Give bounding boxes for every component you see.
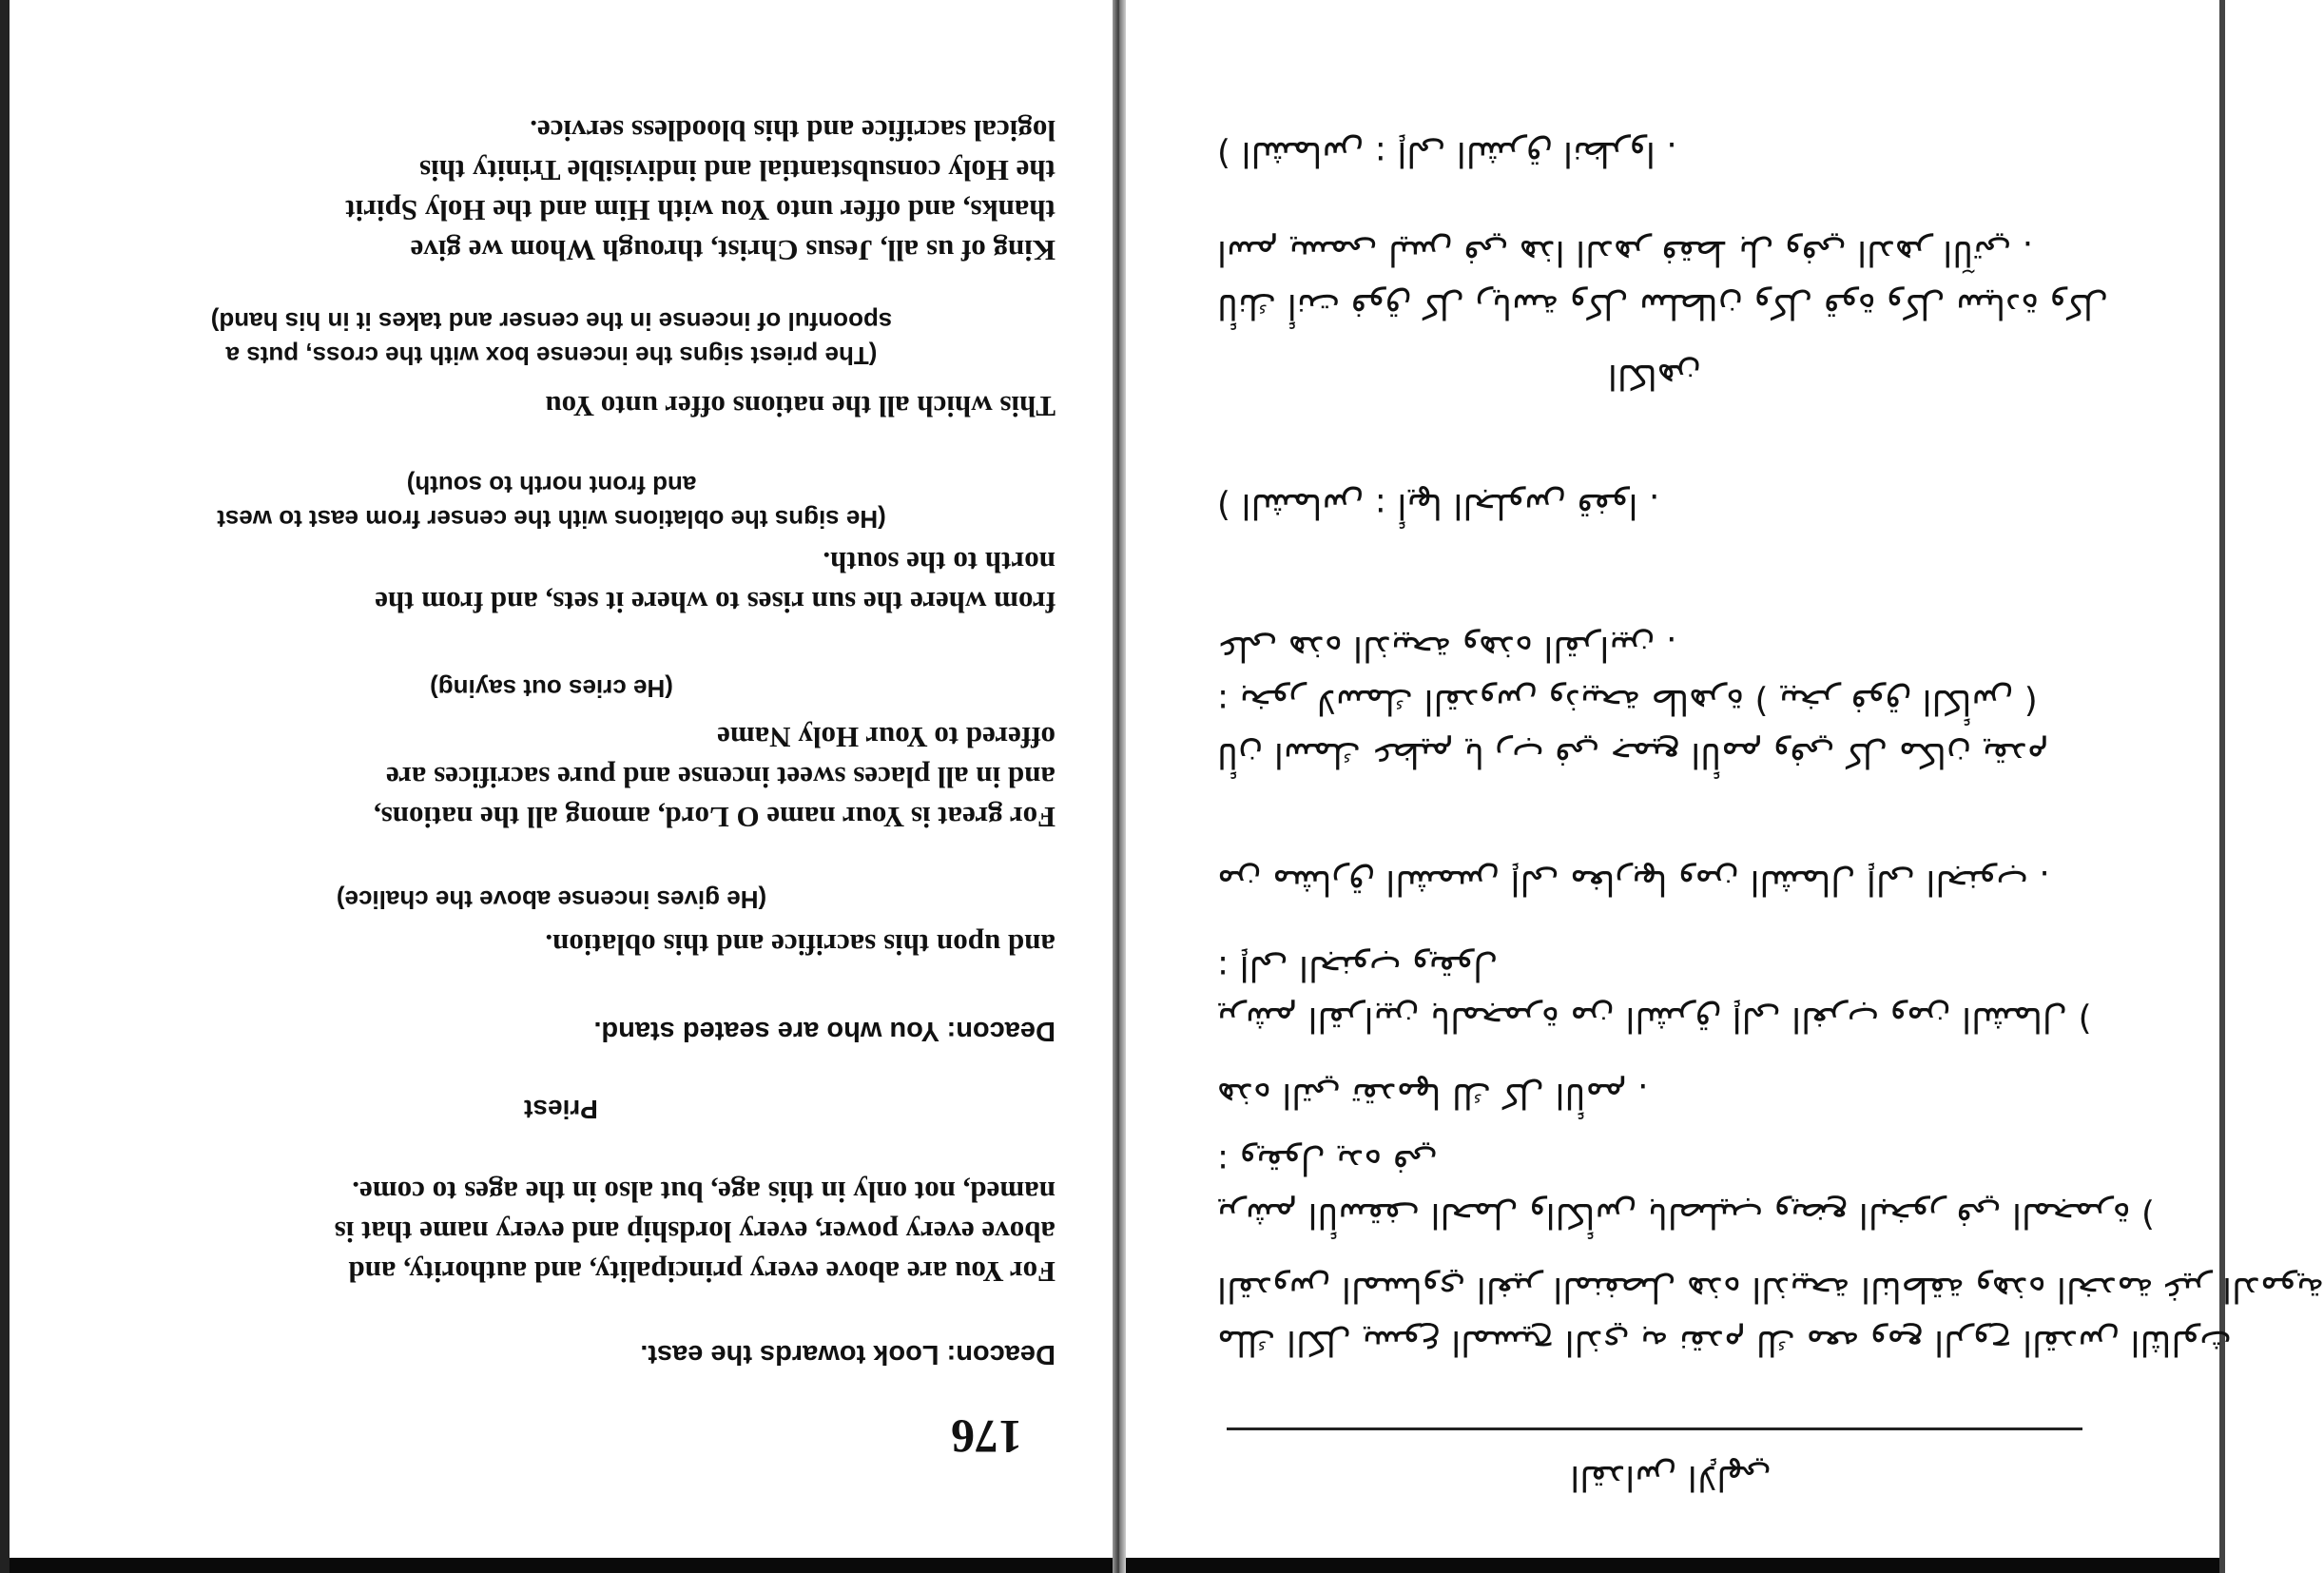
arabic-line: يرشم القرابين بالمجمرة من الشرق إلى الغرب ومن الشمال ( [1217, 1000, 2092, 1039]
arabic-line: لأن اسمك عظيم يا رب في جميع الأمم وفي كل مكان يقدم [1217, 735, 2049, 774]
arabic-line: اسم يسمى ليس في هذا الدهر فقط بل وفي الدهر الآتي . [1217, 233, 2034, 272]
arabic-line: لأنك أنت فوق كل رياسة وكل سلطان وكل قوة وكل سيادة وكل [1217, 286, 2109, 325]
paragraph-and-upon: and upon this sacrifice and this oblation. [545, 928, 1055, 961]
english-page [10, 0, 1113, 1573]
arabic-line: ( الشماس : إلى الشرق انظروا . [1217, 134, 1677, 173]
paragraph-this-which: This which all the nations offer unto You [545, 390, 1055, 423]
arabic-line: : بخور لاسمك القدوس وذبيحة طاهرة ( يبخر فوق الكأس ) [1217, 682, 2038, 721]
deacon-look-east: Deacon: Look towards the east. [640, 1339, 1055, 1369]
paragraph-for-you: For You are above every principality, and authority, and above every power, every lordship and every name that is named, not only in this age, but also in the ages to come. [334, 1175, 1055, 1289]
arabic-line: هذه التي تقدمها لك كل الأمم . [1217, 1076, 1649, 1115]
arabic-page [1126, 0, 2324, 1573]
footer-divider [1227, 1427, 2082, 1430]
paragraph-for-great: For great is Your name O Lord, among all the nations, and in all places sweet incense and pure sacrifices are offered to Your Holy Name [373, 721, 1055, 834]
arabic-line: على هذه الذبيحة وهذه القرابين . [1217, 629, 1677, 668]
rubric-priest-signs: (The priest signs the incense box with the cross, puts a spoonful of incense in the censer and takes it in his hand) [210, 307, 893, 370]
deacon-seated-stand: Deacon: You who are seated stand. [593, 1016, 1055, 1046]
arabic-line: : إلى الجنوب ويقول [1217, 948, 1499, 987]
rubric-cries-out: (He cries out saying) [430, 674, 673, 703]
rubric-signs-oblations: (He signs the oblations with the censer from east to west and front north to south) [217, 471, 886, 534]
arabic-line: من مشارق الشمس إلى مغاربها ومن الشمال إلى الجنوب . [1217, 863, 2050, 902]
arabic-line: : ويقول يده في [1217, 1142, 1438, 1181]
page-number: 176 [951, 1410, 1022, 1464]
arabic-line: ملك الكل يسوع المسيح الذي به نقدم لك معه ومع الروح القدس الثالوث [1217, 1323, 2232, 1362]
arabic-line: الكاهن [1607, 357, 1702, 396]
scan-right-edge [0, 0, 10, 1573]
arabic-footer-title: القداس الإلهي [1570, 1458, 1772, 1497]
arabic-line: القدوس المساوي الغير المنفصل هذه الذبيحة الناطقة وهذه الخدمة غير الدموية [1217, 1270, 2324, 1309]
rubric-gives-incense: (He gives incense above the chalice) [336, 885, 767, 914]
heading-priest: Priest [524, 1095, 598, 1124]
paragraph-king: King of us all, Jesus Christ, through Whom we give thanks, and offer unto You with Him and the Holy Spirit the Holy consubstantial and indivisible Trinity this logical sacrifice and this bloodless service. [345, 114, 1055, 267]
arabic-line: يرشم الأسقف الحمل والكأس بالصليب ويضع البخور في المجمرة ( [1217, 1195, 2155, 1234]
arabic-line: ( الشماس : أيها الجلوس قفوا . [1217, 486, 1660, 525]
book-gutter [1113, 0, 1126, 1573]
paragraph-from-where: from where the sun rises to where it sets, and from the north to the south. [375, 546, 1055, 619]
